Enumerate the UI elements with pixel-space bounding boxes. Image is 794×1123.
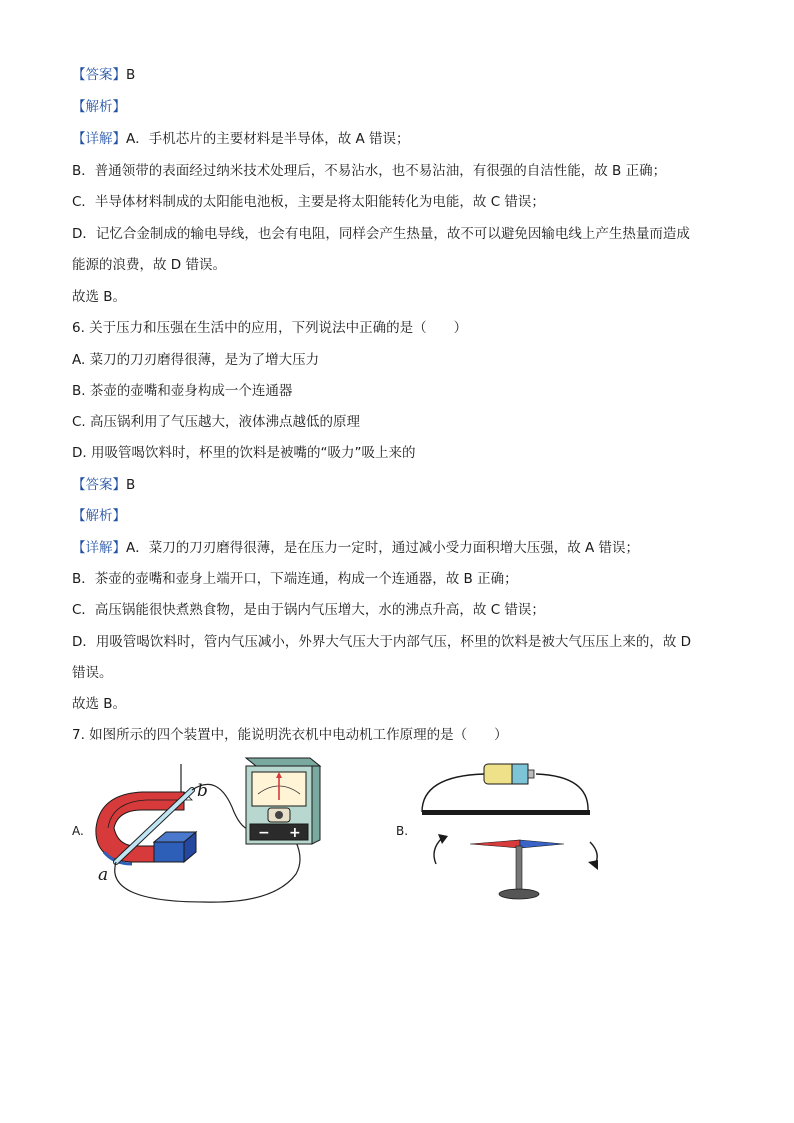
q6-option-d: D. 用吸管喝饮料时，杯里的饮料是被嘴的“吸力”吸上来的 [72,445,416,461]
analysis-tag: 【解析】 [72,508,126,524]
answer-tag: 【答案】 [72,67,126,83]
q5-detail-d2: 能源的浪费，故 D 错误。 [72,257,226,273]
answer-tag: 【答案】 [72,477,126,493]
compass-base [499,889,539,899]
q5-detail-a [72,130,410,148]
q6-option-b: B. 茶壶的壶嘴和壶身构成一个连通器 [72,383,293,399]
q6-question: 6. 关于压力和压强在生活中的应用，下列说法中正确的是（ ） [72,320,468,336]
q6-conclusion: 故选 B。 [72,696,127,712]
detail-text: A．手机芯片的主要材料是半导体，故 A 错误； [126,131,410,147]
answer-value: B [126,477,136,493]
q5-detail-d1: D．记忆合金制成的输电导线，也会有电阻，同样会产生热量，故不可以避免因输电线上产生热量而造成 [72,226,690,242]
galvanometer [246,758,320,844]
q5-conclusion: 故选 B。 [72,289,127,305]
q7-question: 7. 如图所示的四个装置中，能说明洗衣机中电动机工作原理的是（ ） [72,727,508,743]
figure-b-label: B. [396,824,409,838]
figure-b-oersted-setup [412,752,612,908]
q6-option-a: A. 菜刀的刀刃磨得很薄，是为了增大压力 [72,352,320,368]
q5-answer-line [72,66,135,84]
figure-a-label: A. [72,824,84,838]
rotation-arrow-right-icon [588,842,598,870]
q6-answer-line [72,476,135,494]
q6-detail-a [72,539,639,557]
q6-detail-c: C．高压锅能很快煮熟食物，是由于锅内气压增大，水的沸点升高，故 C 错误； [72,602,545,618]
detail-tag: 【详解】 [72,131,126,147]
q5-detail-c: C．半导体材料制成的太阳能电池板，主要是将太阳能转化为电能，故 C 错误； [72,194,545,210]
q6-detail-b: B．茶壶的壶嘴和壶身上端开口，下端连通，构成一个连通器，故 B 正确； [72,571,518,587]
q6-detail-d1: D．用吸管喝饮料时，管内气压减小，外界大气压大于内部气压，杯里的饮料是被大气压压上来的，故 D [72,634,692,650]
rod-end-a-label: a [98,865,109,885]
battery [484,764,534,784]
rod-end-b-label: b [197,781,208,801]
detail-text: A．菜刀的刀刃磨得很薄，是在压力一定时，通过减小受力面积增大压强，故 A 错误； [126,540,640,556]
straight-wire [422,810,590,815]
meter-plus-terminal: + [289,825,301,841]
detail-tag: 【详解】 [72,540,126,556]
compass-stand [516,846,522,890]
q5-detail-b: B．普通领带的表面经过纳米技术处理后，不易沾水，也不易沾油，有很强的自洁性能，故 B 正确； [72,163,667,179]
rotation-arrow-left-icon [434,834,448,864]
analysis-tag: 【解析】 [72,99,126,115]
q6-detail-d2: 错误。 [72,665,113,681]
q6-option-c: C. 高压锅利用了气压越大，液体沸点越低的原理 [72,414,361,430]
meter-minus-terminal: − [258,825,270,841]
figure-a-electromagnetic-setup [84,752,334,912]
answer-value: B [126,67,136,83]
